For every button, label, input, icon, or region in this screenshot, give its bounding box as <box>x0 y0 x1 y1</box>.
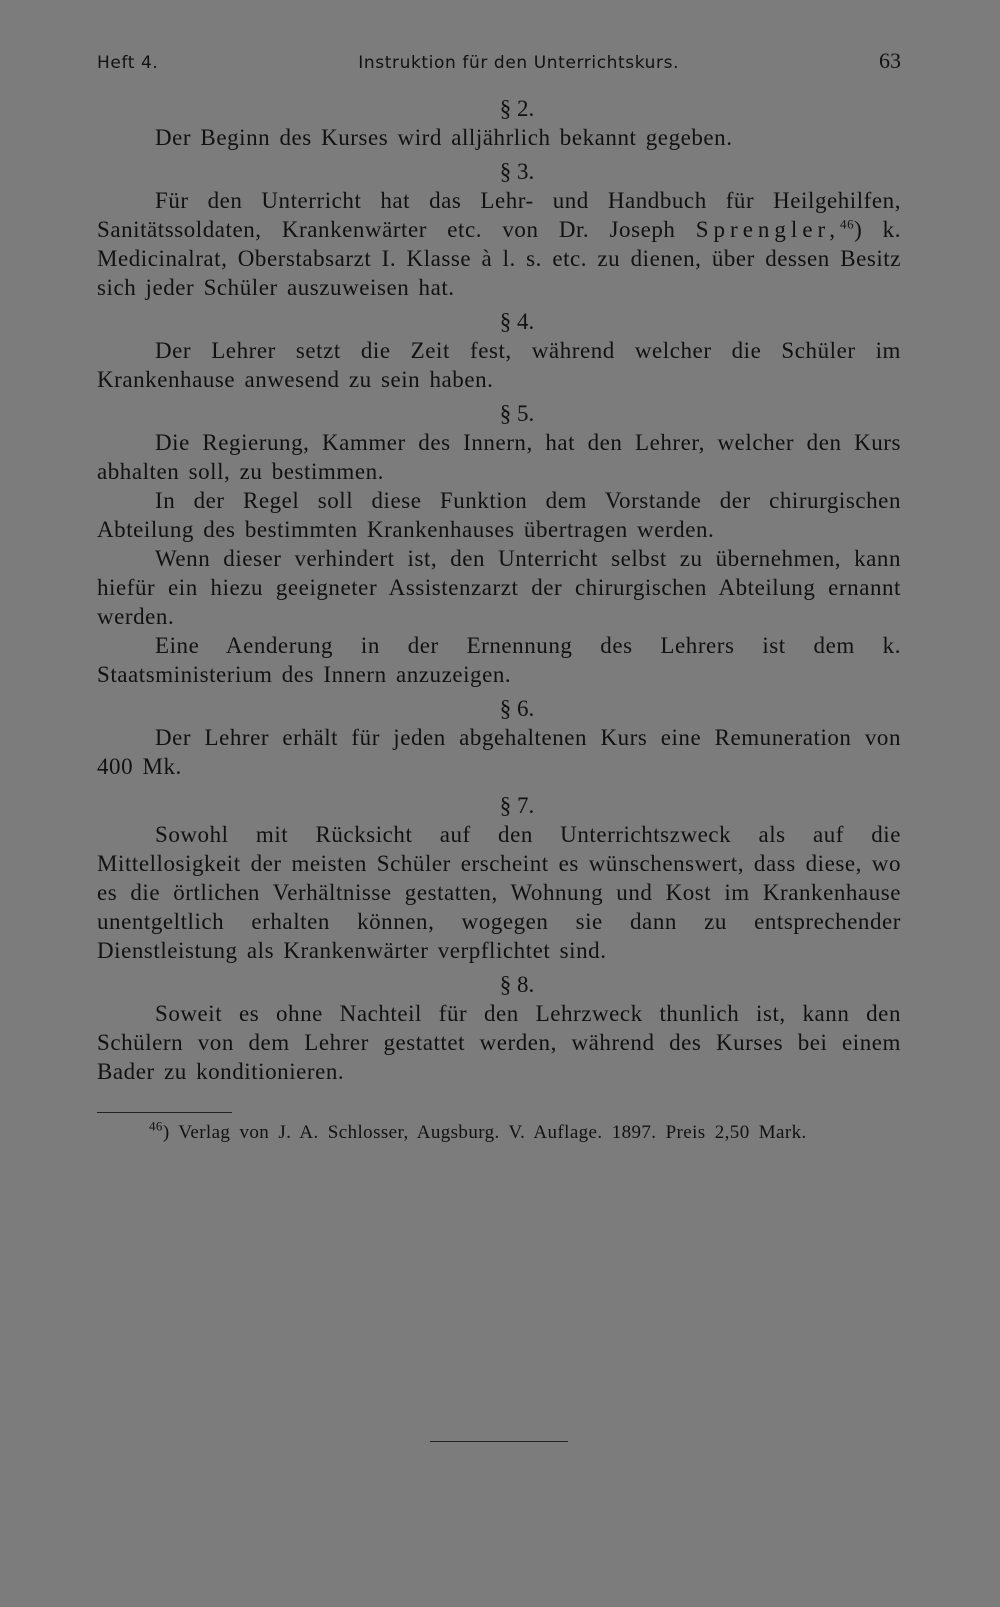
paragraph-2-1: Der Beginn des Kurses wird alljährlich bekannt gegeben. <box>155 125 733 150</box>
header-issue: Heft 4. <box>97 53 159 73</box>
footnote <box>97 1118 901 1145</box>
paragraph-5-4: Eine Aenderung in der Ernennung des Lehrers ist dem k. Staatsministerium des Innern anzuzeigen. <box>97 633 901 687</box>
paragraph-3-1 <box>97 186 901 302</box>
running-header <box>97 48 901 84</box>
footnote-reference: 46 <box>840 216 855 232</box>
header-title: Instruktion für den Unterrichtskurs. <box>358 53 680 73</box>
author-name-spaced: Sprengler, <box>695 217 841 242</box>
paragraph-3-1-part-a: Für den Unterricht hat das Lehr- und Handbuch für Heilgehilfen, Sanitätssoldaten, Krankenwärter etc. von Dr. Joseph <box>97 188 901 242</box>
page-number: 63 <box>878 48 901 73</box>
paragraph-5-3: Wenn dieser verhindert ist, den Unterricht selbst zu übernehmen, kann hiefür ein hiezu geeigneter Assistenzarzt der chirurgischen Abteilung ernannt werden. <box>97 546 901 629</box>
page <box>97 40 901 1145</box>
paragraph-5-2: In der Regel soll diese Funktion dem Vorstande der chirurgischen Abteilung des bestimmten Krankenhauses übertragen werden. <box>97 488 901 542</box>
end-of-section-rule <box>430 1441 568 1442</box>
section-heading-7: § 7. <box>499 793 535 818</box>
footnote-marker: 46 <box>149 1118 163 1134</box>
footnote-divider <box>97 1112 232 1113</box>
footnote-text: ) Verlag von J. A. Schlosser, Augsburg. V. Auflage. 1897. Preis 2,50 Mark. <box>162 1122 807 1143</box>
paragraph-3-1-part-b: ) k. Medicinalrat, Oberstabsarzt I. Klasse à l. s. etc. zu dienen, über dessen Besitz sich jeder Schüler auszuweisen hat. <box>97 217 901 300</box>
paragraph-6-1: Der Lehrer erhält für jeden abgehaltenen Kurs eine Remuneration von 400 Mk. <box>97 725 901 779</box>
paragraph-5-1: Die Regierung, Kammer des Innern, hat den Lehrer, welcher den Kurs abhalten soll, zu bestimmen. <box>97 430 901 484</box>
paragraph-7-1: Sowohl mit Rücksicht auf den Unterrichtszweck als auf die Mittellosigkeit der meisten Schüler erscheint es wünschenswert, dass diese, wo es die örtlichen Verhältnisse gestatten, Wohnung und Kost im Krankenhause unentgeltlich erhalten können, wogegen sie dann zu entsprechender Dienstleistung als Krankenwärter verpflichtet sind. <box>97 822 901 963</box>
paragraph-8-1: Soweit es ohne Nachteil für den Lehrzweck thunlich ist, kann den Schülern von dem Lehrer gestattet werden, während des Kurses bei einem Bader zu konditionieren. <box>97 1001 901 1084</box>
section-heading-2: § 2. <box>499 96 535 121</box>
section-heading-4: § 4. <box>499 309 535 334</box>
section-heading-6: § 6. <box>499 696 535 721</box>
section-heading-3: § 3. <box>499 159 535 184</box>
section-heading-8: § 8. <box>499 972 535 997</box>
section-heading-5: § 5. <box>499 401 535 426</box>
paragraph-4-1: Der Lehrer setzt die Zeit fest, während welcher die Schüler im Krankenhause anwesend zu sein haben. <box>97 338 901 392</box>
